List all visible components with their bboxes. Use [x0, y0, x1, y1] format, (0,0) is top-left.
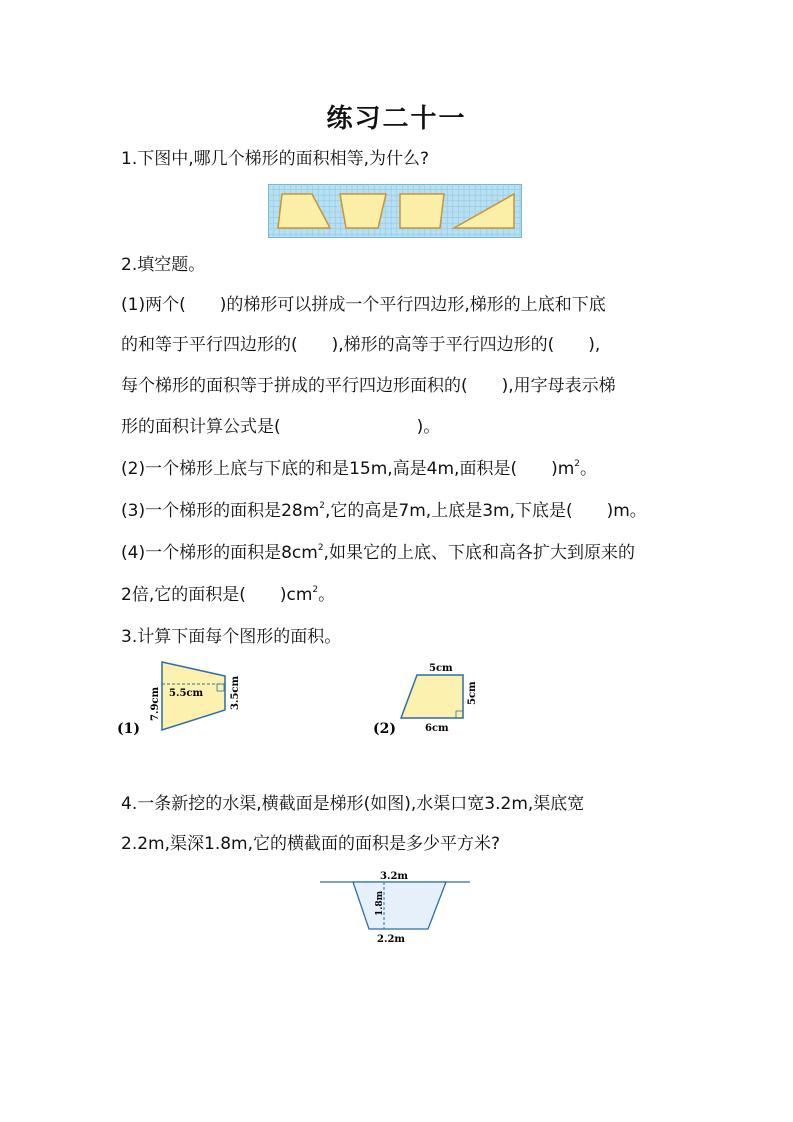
question-2-2: (2)一个梯形上底与下底的和是15m,高是4m,面积是( )$m^2$。 — [121, 459, 598, 479]
figure-1-index: (1) — [117, 721, 140, 737]
figure-1-height-label: 5.5cm — [169, 688, 204, 699]
figure-2-shape — [401, 675, 463, 718]
channel-top-label: 3.2m — [380, 871, 408, 882]
question-4-line2: 2.2m,渠深1.8m,它的横截面的面积是多少平方米? — [121, 834, 501, 854]
question-2-1-line2: 的和等于平行四边形的( ),梯形的高等于平行四边形的( ), — [121, 335, 601, 355]
figure-2-trapezoid — [370, 655, 490, 745]
figure-1-left-label: 7.9cm — [150, 686, 161, 721]
question-1-text: 1.下图中,哪几个梯形的面积相等,为什么? — [121, 149, 430, 169]
channel-bottom-label: 2.2m — [377, 934, 405, 945]
figure-2-index: (2) — [373, 721, 396, 737]
page-title: 练习二十一 — [326, 104, 467, 134]
channel-shape — [353, 882, 446, 929]
question-4-line1: 4.一条新挖的水渠,横截面是梯形(如图),水渠口宽3.2m,渠底宽 — [121, 794, 585, 814]
question-2-4-line1: (4)一个梯形的面积是$8cm^2$,如果它的上底、下底和高各扩大到原来的 — [121, 543, 635, 563]
channel-cross-section-figure — [318, 868, 478, 948]
question-2-heading: 2.填空题。 — [121, 255, 206, 275]
figure-1-right-label: 3.5cm — [230, 675, 241, 710]
question-2-1-line3: 每个梯形的面积等于拼成的平行四边形面积的( ),用字母表示梯 — [121, 376, 616, 396]
question-3-text: 3.计算下面每个图形的面积。 — [121, 627, 342, 647]
trapezoid-grid-figure — [268, 184, 522, 238]
channel-depth-label: 1.8m — [375, 890, 385, 916]
question-2-1-line4: 形的面积计算公式是( )。 — [121, 417, 441, 437]
figure-1-trapezoid — [115, 655, 255, 745]
trapezoid-c — [400, 194, 444, 228]
question-2-1-line1: (1)两个( )的梯形可以拼成一个平行四边形,梯形的上底和下底 — [121, 295, 606, 315]
trapezoid-b — [340, 194, 386, 228]
figure-2-top-label: 5cm — [429, 663, 453, 674]
figure-2-bottom-label: 6cm — [425, 723, 449, 734]
figure-2-height-label: 5cm — [467, 681, 478, 705]
question-2-4-line2: 2倍,它的面积是( )$cm^2$。 — [121, 585, 336, 605]
question-2-3: (3)一个梯形的面积是$28m^2$,它的高是7m,上底是3m,下底是( )m。 — [121, 501, 647, 521]
